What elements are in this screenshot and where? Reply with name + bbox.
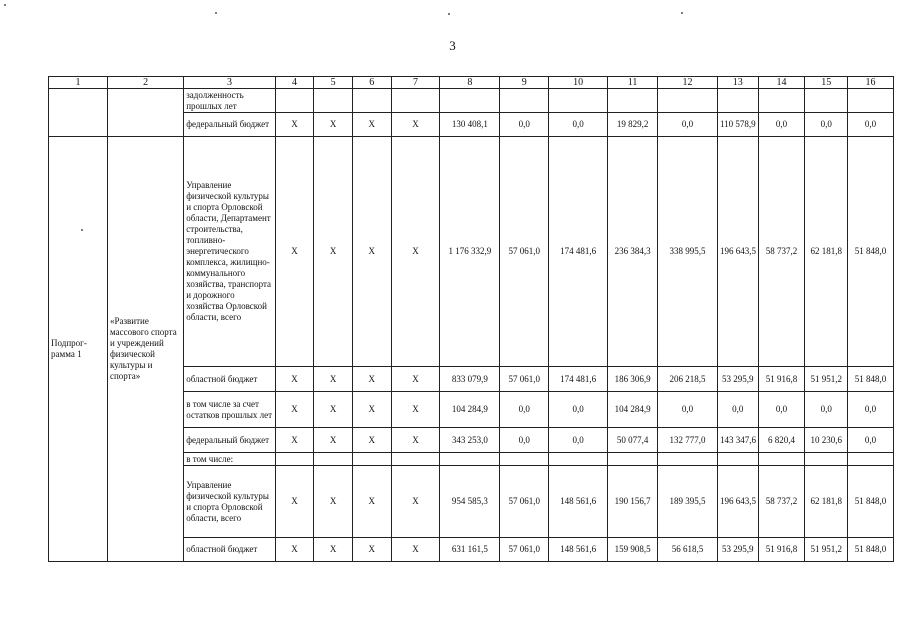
value-cell: Х xyxy=(314,367,353,392)
value-cell: Х xyxy=(352,392,391,428)
value-cell: Х xyxy=(314,113,353,137)
value-cell: 954 585,3 xyxy=(440,466,500,538)
value-cell: 0,0 xyxy=(758,392,805,428)
col-header: 1 xyxy=(49,77,108,89)
value-cell: 58 737,2 xyxy=(758,466,805,538)
value-cell: 186 306,9 xyxy=(608,367,658,392)
value-cell xyxy=(352,453,391,466)
col-header: 4 xyxy=(275,77,314,89)
value-cell: 51 848,0 xyxy=(848,367,894,392)
value-cell xyxy=(314,453,353,466)
value-cell: 833 079,9 xyxy=(440,367,500,392)
value-cell: 148 561,6 xyxy=(549,538,608,562)
row-program-cell xyxy=(49,89,108,137)
value-cell: Х xyxy=(275,538,314,562)
value-cell: 132 777,0 xyxy=(657,428,717,453)
row-source-cell: в том числе: xyxy=(184,453,276,466)
value-cell: 0,0 xyxy=(549,113,608,137)
value-cell: Х xyxy=(391,137,440,367)
row-source-cell: Управление физической культуры и спорта Орловской области, Департамент строительства, топливно-энергетического комплекса, жилищно-коммунального хозяйства, транспорта и дорожного хозяйства Орловской области, всего xyxy=(184,137,276,367)
value-cell: Х xyxy=(275,367,314,392)
value-cell: 51 916,8 xyxy=(758,538,805,562)
value-cell: Х xyxy=(275,392,314,428)
value-cell: Х xyxy=(391,113,440,137)
value-cell: 57 061,0 xyxy=(500,367,549,392)
value-cell: 0,0 xyxy=(657,113,717,137)
value-cell: 338 995,5 xyxy=(657,137,717,367)
value-cell: Х xyxy=(314,466,353,538)
value-cell: 56 618,5 xyxy=(657,538,717,562)
value-cell xyxy=(717,89,758,113)
value-cell: 51 848,0 xyxy=(848,137,894,367)
col-header: 16 xyxy=(848,77,894,89)
value-cell: 58 737,2 xyxy=(758,137,805,367)
page-number: 3 xyxy=(449,38,456,53)
value-cell xyxy=(608,89,658,113)
value-cell: 110 578,9 xyxy=(717,113,758,137)
value-cell: 0,0 xyxy=(500,392,549,428)
value-cell: 631 161,5 xyxy=(440,538,500,562)
value-cell: 104 284,9 xyxy=(608,392,658,428)
value-cell xyxy=(440,453,500,466)
value-cell: 189 395,5 xyxy=(657,466,717,538)
row-source-cell: Управление физической культуры и спорта Орловской области, всего xyxy=(184,466,276,538)
row-program-cell: Подпрог-рамма 1 xyxy=(49,137,108,562)
value-cell xyxy=(717,453,758,466)
value-cell xyxy=(275,453,314,466)
col-header: 10 xyxy=(549,77,608,89)
col-header: 11 xyxy=(608,77,658,89)
row-source-cell: федеральный бюджет xyxy=(184,428,276,453)
column-number-row xyxy=(49,77,894,89)
value-cell: 104 284,9 xyxy=(440,392,500,428)
value-cell: 10 230,6 xyxy=(805,428,848,453)
row-source-cell: в том числе за счет остатков прошлых лет xyxy=(184,392,276,428)
value-cell: 174 481,6 xyxy=(549,367,608,392)
value-cell xyxy=(657,453,717,466)
value-cell: Х xyxy=(391,367,440,392)
value-cell: 57 061,0 xyxy=(500,538,549,562)
value-cell: 0,0 xyxy=(500,113,549,137)
value-cell: 51 951,2 xyxy=(805,367,848,392)
value-cell xyxy=(549,89,608,113)
value-cell xyxy=(805,89,848,113)
value-cell: Х xyxy=(352,428,391,453)
value-cell: 143 347,6 xyxy=(717,428,758,453)
value-cell xyxy=(314,89,353,113)
value-cell: 0,0 xyxy=(848,428,894,453)
value-cell: 236 384,3 xyxy=(608,137,658,367)
col-header: 14 xyxy=(758,77,805,89)
value-cell: 206 218,5 xyxy=(657,367,717,392)
col-header: 13 xyxy=(717,77,758,89)
value-cell: 57 061,0 xyxy=(500,466,549,538)
value-cell xyxy=(758,453,805,466)
value-cell: 0,0 xyxy=(848,392,894,428)
value-cell: Х xyxy=(391,466,440,538)
value-cell: Х xyxy=(314,538,353,562)
value-cell: 6 820,4 xyxy=(758,428,805,453)
value-cell: Х xyxy=(314,392,353,428)
value-cell: 51 951,2 xyxy=(805,538,848,562)
value-cell: 0,0 xyxy=(549,428,608,453)
budget-table xyxy=(48,76,894,562)
col-header: 9 xyxy=(500,77,549,89)
value-cell: 62 181,8 xyxy=(805,137,848,367)
col-header: 3 xyxy=(184,77,276,89)
col-header: 6 xyxy=(352,77,391,89)
value-cell: 196 643,5 xyxy=(717,466,758,538)
value-cell: 53 295,9 xyxy=(717,538,758,562)
value-cell xyxy=(440,89,500,113)
value-cell xyxy=(275,89,314,113)
value-cell: 50 077,4 xyxy=(608,428,658,453)
value-cell: 51 848,0 xyxy=(848,466,894,538)
value-cell xyxy=(848,453,894,466)
value-cell: Х xyxy=(391,428,440,453)
value-cell xyxy=(758,89,805,113)
value-cell: 0,0 xyxy=(758,113,805,137)
value-cell: Х xyxy=(314,137,353,367)
value-cell: Х xyxy=(352,466,391,538)
value-cell xyxy=(549,453,608,466)
value-cell: 1 176 332,9 xyxy=(440,137,500,367)
value-cell: Х xyxy=(352,137,391,367)
row-title-cell: «Развитие массового спорта и учреждений физической культуры и спорта» xyxy=(107,137,183,562)
value-cell: 0,0 xyxy=(805,113,848,137)
value-cell: Х xyxy=(391,392,440,428)
value-cell xyxy=(500,453,549,466)
value-cell xyxy=(608,453,658,466)
value-cell: 343 253,0 xyxy=(440,428,500,453)
row-source-cell: областной бюджет xyxy=(184,367,276,392)
value-cell: Х xyxy=(352,113,391,137)
row-title-cell xyxy=(107,89,183,137)
value-cell: Х xyxy=(352,538,391,562)
col-header: 7 xyxy=(391,77,440,89)
value-cell: 19 829,2 xyxy=(608,113,658,137)
row-source-cell: задолженность прошлых лет xyxy=(184,89,276,113)
value-cell: Х xyxy=(391,538,440,562)
value-cell: 148 561,6 xyxy=(549,466,608,538)
col-header: 5 xyxy=(314,77,353,89)
col-header: 8 xyxy=(440,77,500,89)
value-cell: 159 908,5 xyxy=(608,538,658,562)
col-header: 15 xyxy=(805,77,848,89)
value-cell: 0,0 xyxy=(848,113,894,137)
value-cell: 0,0 xyxy=(717,392,758,428)
value-cell: 174 481,6 xyxy=(549,137,608,367)
value-cell: 62 181,8 xyxy=(805,466,848,538)
value-cell: Х xyxy=(275,428,314,453)
value-cell: 57 061,0 xyxy=(500,137,549,367)
value-cell xyxy=(848,89,894,113)
row-source-cell: областной бюджет xyxy=(184,538,276,562)
value-cell: 0,0 xyxy=(805,392,848,428)
value-cell: 0,0 xyxy=(549,392,608,428)
col-header: 12 xyxy=(657,77,717,89)
row-source-cell: федеральный бюджет xyxy=(184,113,276,137)
value-cell: 51 916,8 xyxy=(758,367,805,392)
value-cell xyxy=(391,453,440,466)
value-cell xyxy=(391,89,440,113)
table-row xyxy=(49,89,894,113)
value-cell xyxy=(500,89,549,113)
value-cell xyxy=(805,453,848,466)
value-cell: Х xyxy=(275,466,314,538)
value-cell: 0,0 xyxy=(657,392,717,428)
value-cell: Х xyxy=(275,137,314,367)
value-cell: 0,0 xyxy=(500,428,549,453)
value-cell: Х xyxy=(314,428,353,453)
value-cell: 53 295,9 xyxy=(717,367,758,392)
value-cell: Х xyxy=(275,113,314,137)
value-cell: 190 156,7 xyxy=(608,466,658,538)
col-header: 2 xyxy=(107,77,183,89)
value-cell: Х xyxy=(352,367,391,392)
value-cell: 130 408,1 xyxy=(440,113,500,137)
value-cell: 196 643,5 xyxy=(717,137,758,367)
value-cell xyxy=(352,89,391,113)
table-row xyxy=(49,137,894,367)
value-cell: 51 848,0 xyxy=(848,538,894,562)
value-cell xyxy=(657,89,717,113)
